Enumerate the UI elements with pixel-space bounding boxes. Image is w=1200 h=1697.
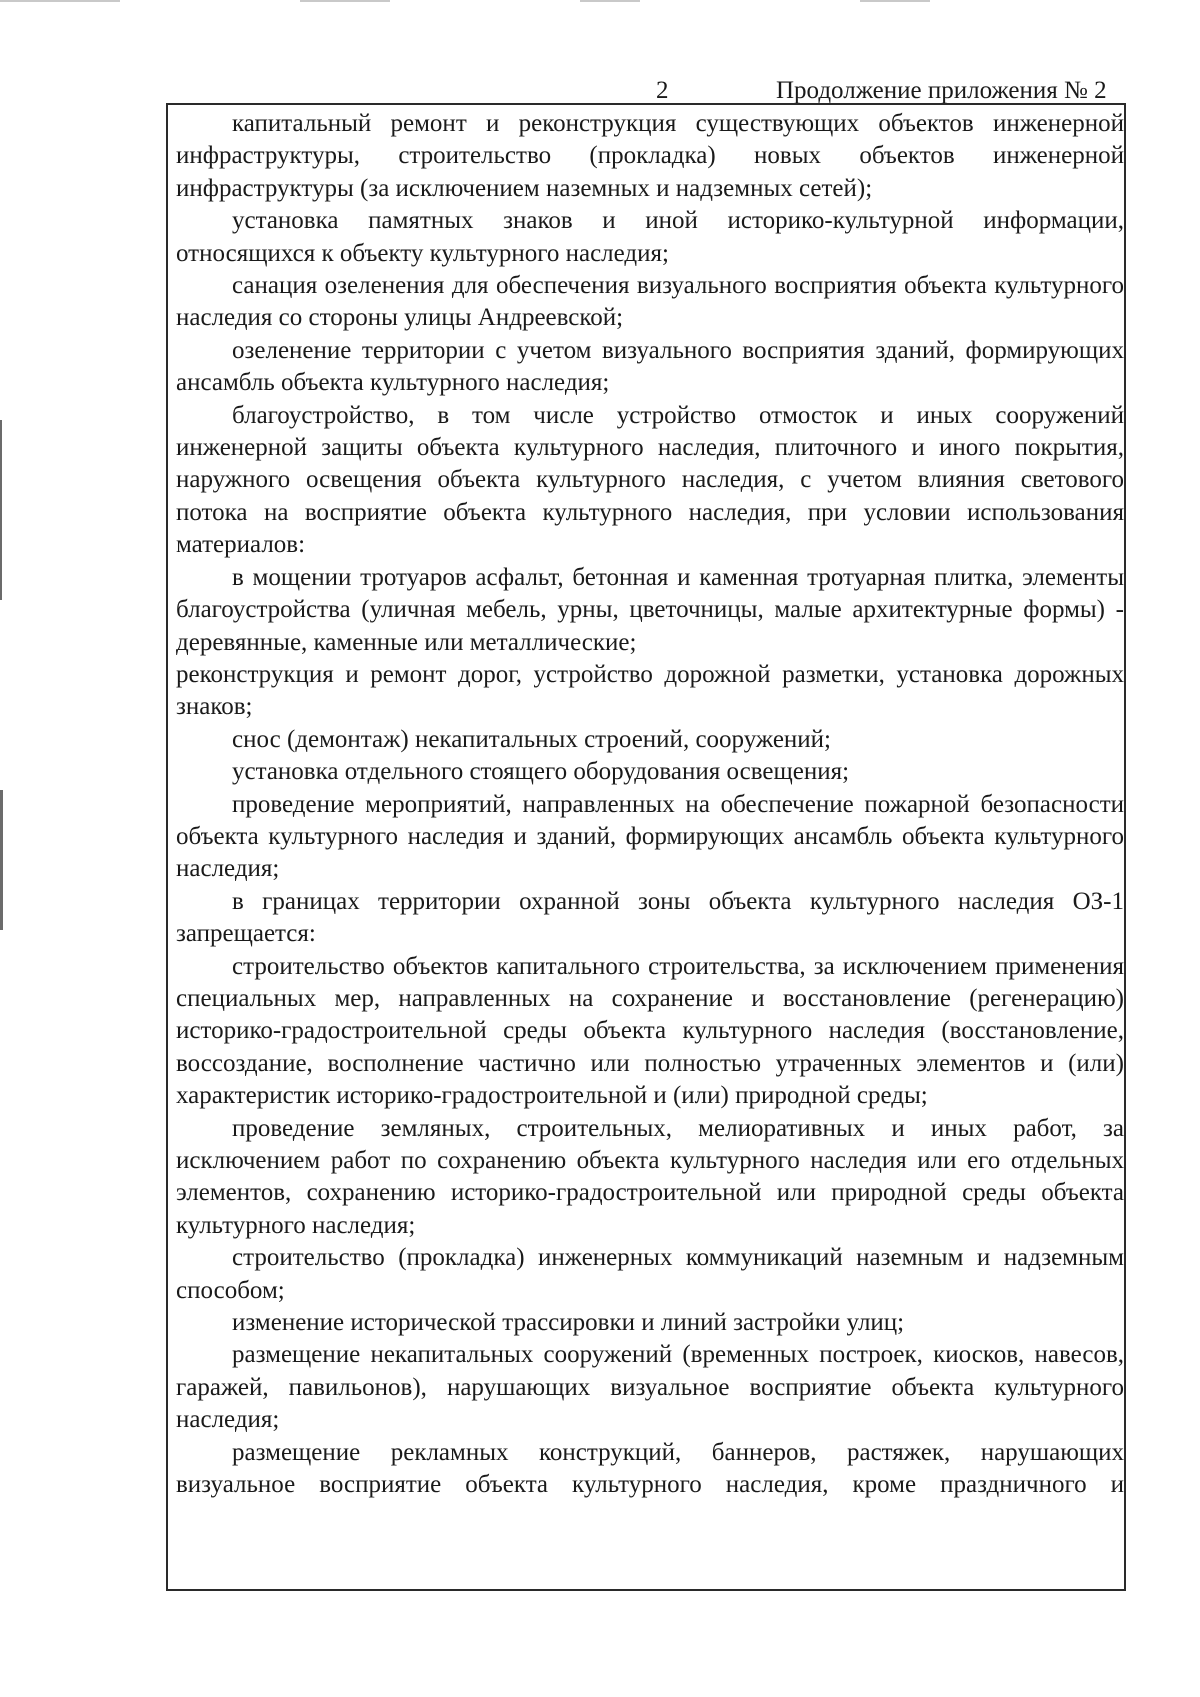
page-number: 2 [656,77,669,104]
paragraph: благоустройство, в том числе устройство отмосток и иных сооружений инженерной защиты объекта культурного наследия, плиточного и иного покрытия, наружного освещения объекта культурного наследия, с учетом влияния светового потока на восприятие объекта культурного наследия, при условии использования материалов: [176,401,1124,559]
appendix-continuation-label: Продолжение приложения № 2 [776,77,1107,104]
paragraph: строительство (прокладка) инженерных коммуникаций наземным и надземным способом; [176,1244,1124,1304]
paragraph: установка отдельного стоящего оборудования освещения; [232,758,850,786]
scan-artifact-left-edge [0,420,2,600]
paragraph: в границах территории охранной зоны объекта культурного наследия ОЗ-1 запрещается: [176,887,1124,948]
scan-artifact-top [0,0,120,2]
paragraph: размещение рекламных конструкций, баннеров, растяжек, нарушающих визуальное восприятие объекта культурного наследия, кроме праздничного и [176,1438,1124,1499]
paragraph: проведение мероприятий, направленных на обеспечение пожарной безопасности объекта культурного наследия и зданий, формирующих ансамбль объекта культурного наследия; [176,790,1124,883]
paragraph: строительство объектов капитального строительства, за исключением применения специальных мер, направленных на сохранение и восстановление (регенерацию) историко-градостроительной среды объекта культурного наследия (восстановление, воссоздание, восполнение частично или полностью утраченных элементов и (или) характеристик историко-градостроительной и (или) природной среды; [176,952,1124,1110]
paragraph: санация озеленения для обеспечения визуального восприятия объекта культурного наследия со стороны улицы Андреевской; [176,272,1124,332]
paragraph: реконструкция и ремонт дорог, устройство дорожной разметки, установка дорожных знаков; [176,660,1124,721]
document-frame [166,103,1126,1591]
scan-artifact-top [860,0,930,2]
paragraph: изменение исторической трассировки и линий застройки улиц; [232,1309,905,1337]
paragraph: в мощении тротуаров асфальт, бетонная и каменная тротуарная плитка, элементы благоустройства (уличная мебель, урны, цветочницы, малые архитектурные формы) - деревянные, каменные или металлические; [176,563,1124,656]
paragraph: капитальный ремонт и реконструкция существующих объектов инженерной инфраструктуры, строительство (прокладка) новых объектов инженерной инфраструктуры (за исключением наземных и надземных сетей); [176,110,1124,202]
scan-artifact-top [300,0,390,2]
paragraph: установка памятных знаков и иной историко-культурной информации, относящихся к объекту культурного наследия; [176,207,1124,267]
document-body [176,108,1124,1501]
scan-artifact-left-edge [0,790,3,930]
paragraph: снос (демонтаж) некапитальных строений, сооружений; [232,725,831,753]
scan-artifact-top [580,0,640,2]
paragraph: размещение некапитальных сооружений (временных построек, киосков, навесов, гаражей, павильонов), нарушающих визуальное восприятие объекта культурного наследия; [176,1341,1124,1434]
paragraph: проведение земляных, строительных, мелиоративных и иных работ, за исключением работ по сохранению объекта культурного наследия или его отдельных элементов, сохранению историко-градостроительной или природной среды объекта культурного наследия; [176,1114,1124,1239]
paragraph: озеленение территории с учетом визуального восприятия зданий, формирующих ансамбль объекта культурного наследия; [176,336,1124,397]
